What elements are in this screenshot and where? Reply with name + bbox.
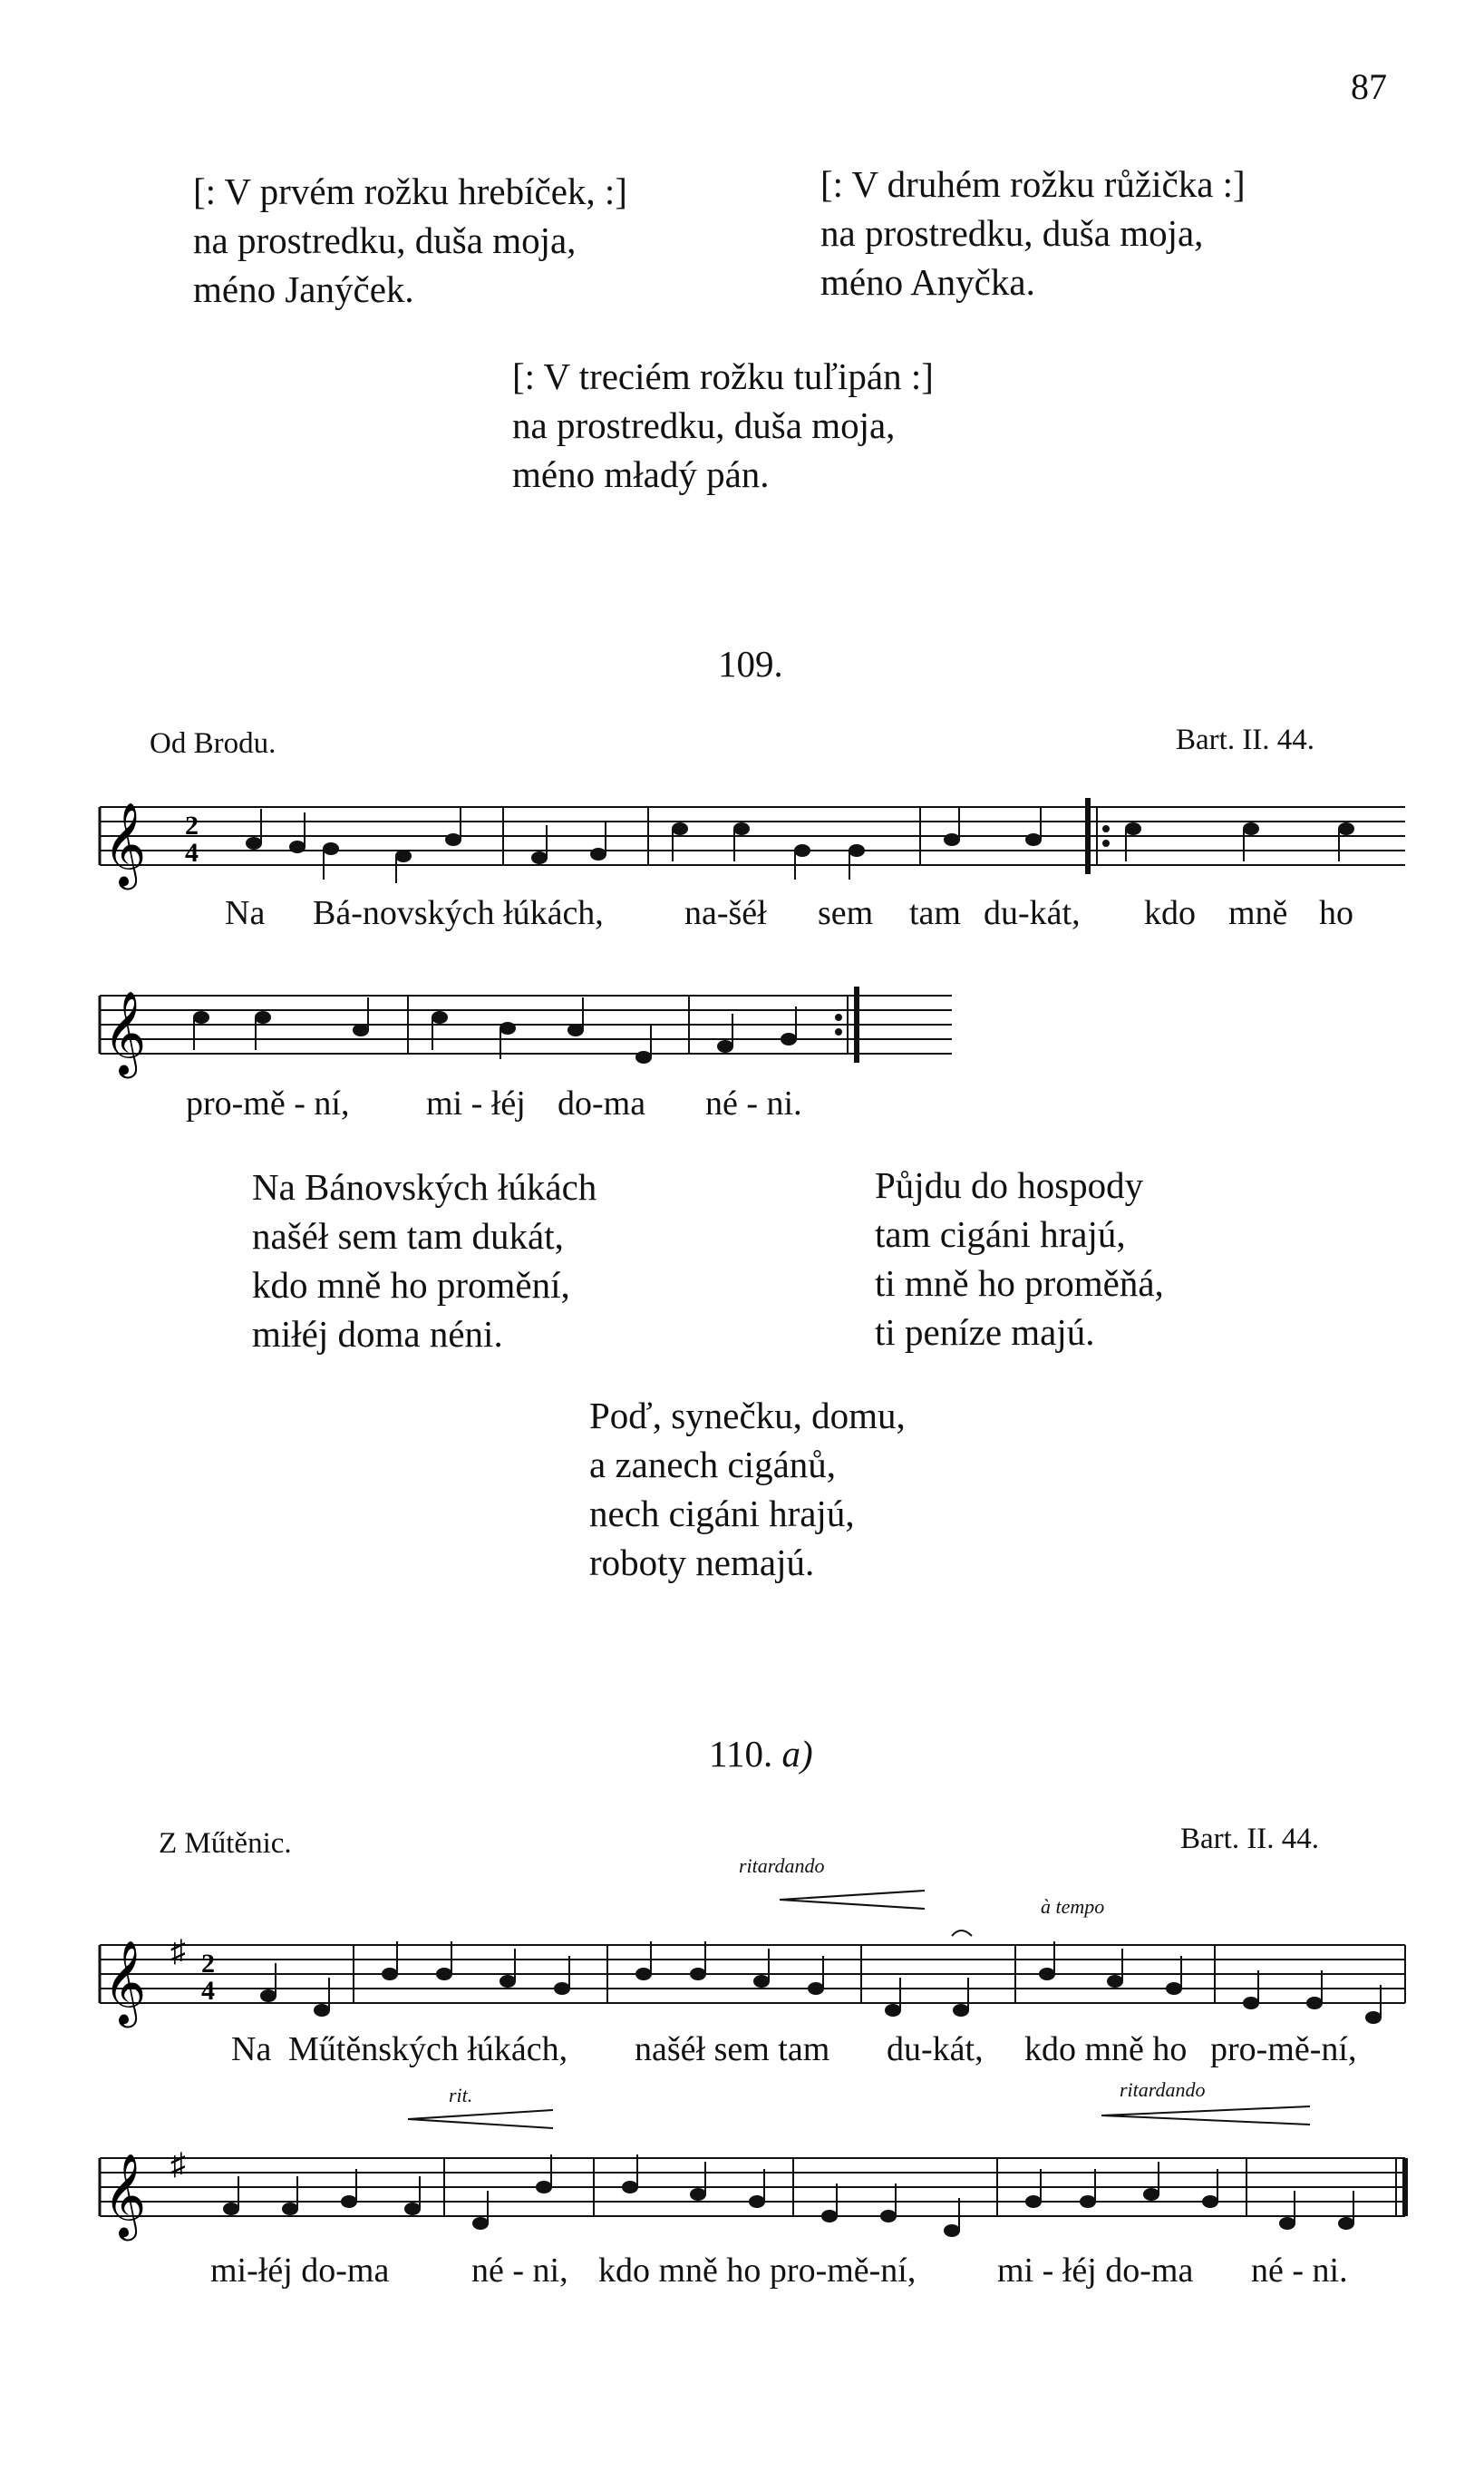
tempo-ritardando-1: ritardando	[739, 1854, 825, 1877]
time-signature-top: 2	[201, 1949, 215, 1979]
stanza-line: a zanech cigánů,	[589, 1444, 837, 1485]
notes	[382, 1941, 570, 1995]
notes	[717, 1007, 797, 1053]
notes	[260, 1963, 330, 2017]
song-109-stanza-3	[589, 1391, 906, 1587]
notes	[635, 1941, 824, 1995]
stanza-line: nech cigáni hrajú,	[589, 1493, 855, 1534]
lyric-syllable: Bá-novských łúkách,	[313, 894, 604, 932]
stanza-line: ti mně ho proměňá,	[875, 1262, 1164, 1304]
song-110-origin: Z Műtěnic.	[159, 1827, 292, 1860]
stanza-line: miłéj doma néni.	[252, 1313, 503, 1355]
stanza-line: na prostredku, duša moja,	[193, 219, 577, 261]
stanza-line: [: V druhém rožku růžička :]	[820, 163, 1246, 205]
stanza-line: Poď, synečku, domu,	[589, 1395, 906, 1436]
lyric-syllable: Na	[231, 2030, 272, 2068]
stanza-line: Půjdu do hospody	[875, 1164, 1144, 1206]
staff-lines	[100, 807, 1405, 865]
lyric-syllable: né - ni,	[471, 2251, 568, 2290]
stanza-2	[820, 160, 1246, 306]
notes	[1039, 1941, 1182, 1995]
notes	[531, 822, 606, 864]
stanza-line: na prostredku, duša moja,	[820, 212, 1204, 254]
decrescendo-hairpin-icon	[780, 1886, 934, 1913]
time-signature-bottom: 4	[185, 838, 199, 868]
song-110-number	[709, 1732, 813, 1775]
song-109-stanza-1	[252, 1162, 597, 1358]
song-110-staff-2	[91, 2131, 1414, 2249]
song-110-lyrics-line-1	[0, 2029, 1484, 2075]
lyric-syllable: mi-łéj do-ma	[210, 2251, 390, 2290]
notes	[622, 2154, 765, 2208]
lyric-syllable: kdo mně ho	[1024, 2030, 1188, 2068]
notes	[1279, 2191, 1354, 2230]
stanza-line: méno Anyčka.	[820, 261, 1035, 303]
stanza-line: tam cigáni hrajú,	[875, 1213, 1126, 1255]
lyric-syllable: pro-mě - ní,	[186, 1084, 350, 1123]
notes	[1125, 822, 1354, 861]
notes	[472, 2154, 552, 2230]
lyric-syllable: tam	[909, 894, 961, 932]
stanza-line: kdo mně ho promění,	[252, 1264, 570, 1306]
song-109-number: 109.	[718, 643, 783, 685]
lyric-syllable: kdo mně ho pro-mě-ní,	[598, 2251, 917, 2290]
notes	[944, 807, 1042, 846]
stanza-line: na prostredku, duša moja,	[512, 404, 896, 446]
stanza-line: méno Janýček.	[193, 268, 414, 310]
lyric-syllable: né - ni.	[1251, 2251, 1348, 2290]
song-110-staff-1	[91, 1918, 1414, 2036]
song-109-reference: Bart. II. 44.	[1176, 724, 1315, 756]
song-109-origin: Od Brodu.	[150, 727, 276, 760]
tempo-a-tempo: à tempo	[1041, 1895, 1105, 1918]
lyric-syllable: ho	[1319, 894, 1353, 932]
lyric-syllable: du-kát,	[984, 894, 1081, 932]
song-109-lyrics-line-1	[0, 893, 1484, 939]
staff-lines	[100, 996, 952, 1054]
stanza-line: roboty nemajú.	[589, 1541, 815, 1583]
lyric-syllable: mi - łéj	[426, 1084, 526, 1123]
lyric-syllable: du-kát,	[887, 2030, 984, 2068]
lyric-syllable: pro-mě-ní,	[1210, 2030, 1357, 2068]
treble-clef-icon: 𝄞	[103, 802, 147, 886]
song-109-stanza-2	[875, 1161, 1164, 1357]
song-109-staff-1	[91, 789, 1414, 889]
stanza-line: [: V treciém rožku tuľipán :]	[512, 355, 934, 397]
notes	[885, 1978, 969, 2017]
lyric-syllable: do-ma	[558, 1084, 646, 1123]
notes	[1243, 1970, 1382, 2024]
stanza-line: méno mładý pán.	[512, 453, 770, 495]
stanza-1	[193, 167, 627, 314]
staff-lines	[100, 1945, 1405, 2003]
tempo-ritardando-2: ritardando	[1120, 2078, 1206, 2101]
fermata-icon	[952, 1931, 972, 1936]
treble-clef-icon: 𝄞	[103, 990, 147, 1075]
song-110-lyrics-line-2	[0, 2251, 1484, 2296]
stanza-line: našéł sem tam dukát,	[252, 1215, 564, 1257]
song-110-variant: a)	[781, 1733, 813, 1775]
tempo-rit: rit.	[449, 2084, 473, 2106]
stanza-line: [: V prvém rožku hrebíček, :]	[193, 170, 627, 212]
time-signature-bottom: 4	[201, 1976, 215, 2006]
lyric-syllable: na-šéł	[684, 894, 767, 932]
sharp-icon: ♯	[170, 1935, 186, 1969]
page-number: 87	[1351, 66, 1387, 107]
song-110-reference: Bart. II. 44.	[1180, 1823, 1320, 1855]
lyric-syllable: Műtěnských łúkách,	[288, 2030, 568, 2068]
lyric-syllable: mi - łéj do-ma	[997, 2251, 1194, 2290]
lyric-syllable: našéł sem tam	[635, 2030, 830, 2068]
song-109-lyrics-line-2	[0, 1084, 1484, 1129]
stanza-line: Na Bánovských łúkách	[252, 1166, 597, 1208]
lyric-syllable: mně	[1228, 894, 1288, 932]
decrescendo-hairpin-icon	[1101, 2102, 1319, 2129]
decrescendo-hairpin-icon	[408, 2106, 562, 2133]
time-signature-top: 2	[185, 811, 199, 841]
stanza-3	[512, 352, 934, 499]
sharp-icon: ♯	[170, 2148, 186, 2182]
song-110-number-text: 110.	[709, 1733, 773, 1775]
notes	[246, 807, 461, 883]
notes	[223, 2169, 421, 2215]
notes	[821, 2183, 960, 2237]
song-109-staff-2	[91, 977, 961, 1077]
stanza-line: ti peníze majú.	[875, 1311, 1095, 1353]
lyric-syllable: Na	[225, 894, 266, 932]
treble-clef-icon: 𝄞	[103, 2153, 147, 2237]
lyric-syllable: sem	[818, 894, 874, 932]
lyric-syllable: kdo	[1144, 894, 1196, 932]
lyric-syllable: né - ni.	[705, 1084, 802, 1123]
treble-clef-icon: 𝄞	[103, 1940, 147, 2024]
